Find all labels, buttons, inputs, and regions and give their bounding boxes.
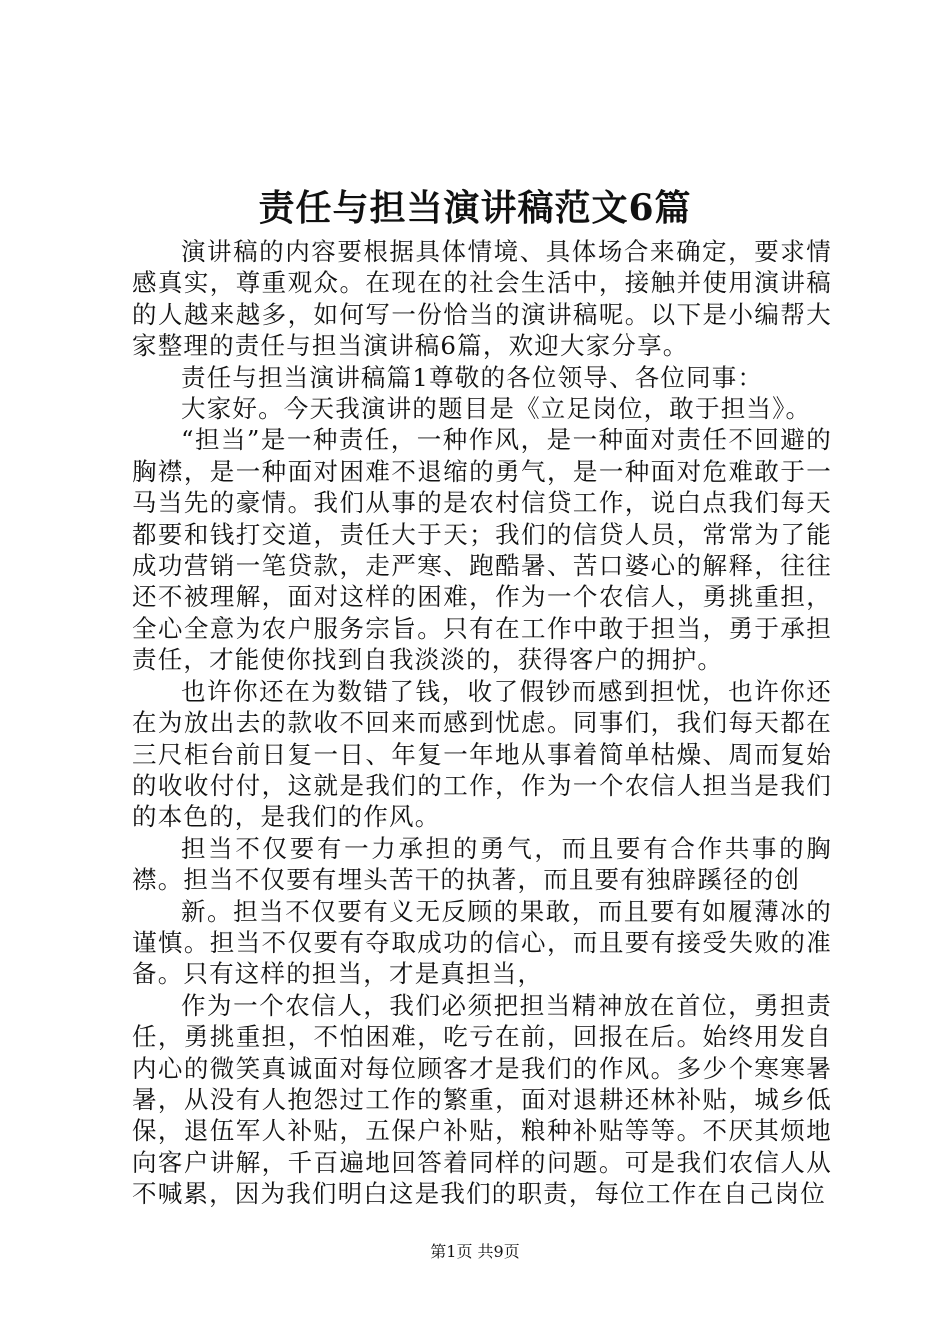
paragraph: 也许你还在为数错了钱，收了假钞而感到担忧，也许你还在为放出去的款收不回来而感到忧虑。同事们，我们每天都在三尺柜台前日复一日、年复一年地从事着简单枯燥、周而复始的收收付付，这就是我们的工作，作为一个农信人担当是我们的本色的，是我们的作风。 <box>132 676 832 832</box>
paragraph: 担当不仅要有一力承担的勇气，而且要有合作共事的胸襟。担当不仅要有埋头苦干的执著，而且要有独辟蹊径的创 <box>132 833 832 895</box>
document-title: 责任与担当演讲稿范文6篇 <box>258 187 692 229</box>
paragraph: 新。担当不仅要有义无反顾的果敢，而且要有如履薄冰的谨慎。担当不仅要有夺取成功的信心，而且要有接受失败的准备。只有这样的担当，才是真担当， <box>132 896 832 989</box>
paragraph: 大家好。今天我演讲的题目是《立足岗位，敢于担当》。 <box>181 394 812 424</box>
paragraph: 作为一个农信人，我们必须把担当精神放在首位，勇担责任，勇挑重担，不怕困难，吃亏在前，回报在后。始终用发自内心的微笑真诚面对每位顾客才是我们的作风。多少个寒寒暑暑，从没有人抱怨过工作的繁重，面对退耕还林补贴，城乡低保，退伍军人补贴，五保户补贴，粮种补贴等等。不厌其烦地向客户讲解，千百遍地回答着同样的问题。可是我们农信人从不喊累，因为我们明白这是我们的职责，每位工作在自己岗位 <box>132 990 832 1209</box>
paragraph: 责任与担当演讲稿篇1尊敬的各位领导、各位同事： <box>181 362 764 392</box>
page-number-footer: 第1页 共9页 <box>430 1242 520 1261</box>
document-body <box>132 236 832 1210</box>
paragraph: 演讲稿的内容要根据具体情境、具体场合来确定，要求情感真实，尊重观众。在现在的社会生活中，接触并使用演讲稿的人越来越多，如何写一份恰当的演讲稿呢。以下是小编帮大家整理的责任与担当演讲稿6篇，欢迎大家分享。 <box>132 237 832 361</box>
paragraph: “担当”是一种责任，一种作风，是一种面对责任不回避的胸襟，是一种面对困难不退缩的勇气，是一种面对危难敢于一马当先的豪情。我们从事的是农村信贷工作，说白点我们每天都要和钱打交道，责任大于天；我们的信贷人员，常常为了能成功营销一笔贷款，走严寒、跑酷暑、苦口婆心的解释，往往还不被理解，面对这样的困难，作为一个农信人，勇挑重担，全心全意为农户服务宗旨。只有在工作中敢于担当，勇于承担责任，才能使你找到自我淡淡的，获得客户的拥护。 <box>132 425 832 675</box>
